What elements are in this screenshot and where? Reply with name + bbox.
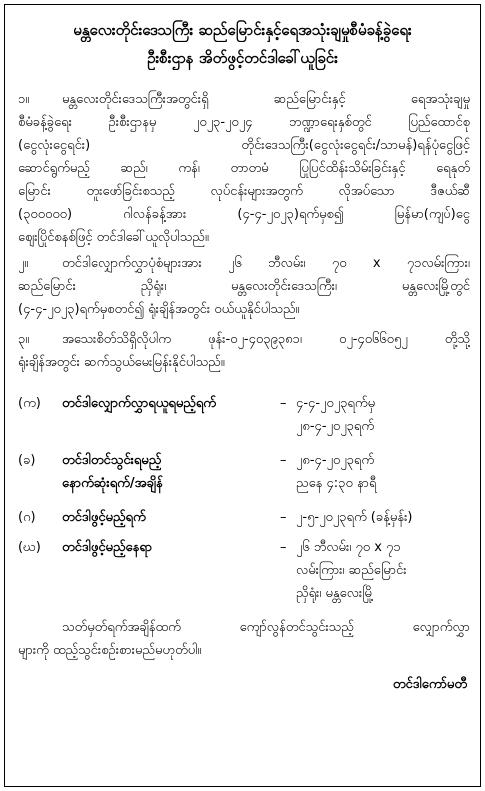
paragraph-line: တင်ဒါလျှောက်လွှာပုံစံများအား ၂၆ ဘီလမ်း၊ ၇၀ x ၇၁လမ်းကြား၊ <box>62 256 470 271</box>
paragraph-line: ဆောင်ရွက်မည့် ဆည်၊ ကန်၊ တာတမံ ပြုပြင်ထိန်းသိမ်းခြင်းနှင့် ရေနုတ် <box>18 161 470 176</box>
paragraph-line: မန္တလေးတိုင်းဒေသကြီးအတွင်းရှိ ဆည်မြောင်းနှင့် ရေအသုံးချမှု <box>62 92 470 107</box>
item-value: ညှိရုံး၊ မန္တလေးမြို့ <box>296 586 374 601</box>
paragraph-line: (၃၀၀၀၀၀) ဂါလန်ခန့်အား (၄-၄-၂၀၂၃)ရက်မှစ၍ မြန်မာ(ကျပ်)ငွေ <box>18 207 470 222</box>
paragraph-line: ဈေးပြိုင်စနစ်ဖြင့် တင်ဒါခေါ်ယူလိုပါသည်။ <box>18 230 209 245</box>
item-dash: – <box>280 510 287 525</box>
item-marker: (ဂ) <box>18 510 36 525</box>
paragraph-line: ရုံးချိန်အတွင်း ဆက်သွယ်မေးမြန်းနိုင်ပါသည်။ <box>18 355 225 370</box>
item-label: တင်ဒါတင်သွင်းရမည့် <box>62 453 162 468</box>
paragraph-line: (ငွေလုံးငွေရင်း) တိုင်းဒေသကြီး(ငွေလုံးငွေရင်း/သာမန်)ရန်ပုံငွေဖြင့် <box>18 138 470 153</box>
item-value: ၂-၅-၂၀၂၃ရက် (ခန့်မှန်း) <box>296 510 413 525</box>
item-label: နောက်ဆုံးရက်/အချိန် <box>62 476 163 491</box>
closing-line: များကို ထည့်သွင်းစဉ်းစားမည်မဟုတ်ပါ။ <box>18 643 202 658</box>
item-dash: – <box>280 396 287 411</box>
paragraph-line: (၄-၄-၂၀၂၃)ရက်မှစတင်၍ ရုံးချိန်အတွင်း ဝယ်ယူနိုင်ပါသည်။ <box>18 302 300 317</box>
paragraph-line: မြောင်း တူးဖော်ခြင်းစသည့် လုပ်ငန်းများအတွက် လိုအပ်သော ဒီဇယ်ဆီ <box>18 184 470 199</box>
item-value: ၂၈-၄-၂၀၂၃ရက် <box>296 453 375 468</box>
item-dash: – <box>280 453 287 468</box>
item-dash: – <box>280 540 287 555</box>
paragraph-line: ဆည်မြောင်း ညှိရုံး၊ မန္တလေးတိုင်းဒေသကြီး၊ မန္တလေးမြို့တွင် <box>18 279 470 294</box>
item-value: ၄-၄-၂၀၂၃ရက်မှ <box>296 396 376 411</box>
item-marker: (ခ) <box>18 453 36 468</box>
notice-title-line-1: မန္တလေးတိုင်းဒေသကြီး ဆည်မြောင်းနှင့်ရေအသုံးချမှုစီမံခန့်ခွဲရေး <box>73 21 412 39</box>
item-value: လမ်းကြား၊ ဆည်မြောင်း <box>296 563 407 578</box>
item-value: ၂၈-၄-၂၀၂၃ရက် <box>296 419 375 434</box>
closing-line: သတ်မှတ်ရက်အချိန်ထက် ကျော်လွန်တင်သွင်းသည့် လျှောက်လွှာ <box>62 620 470 635</box>
paragraph-number: ၃။ <box>18 332 30 347</box>
paragraph-line: အသေးစိတ်သိရှိလိုပါက ဖုန်း-၀၂-၄၀၃၉၃၈၁၊ ၀၂-၄၀၆၆၀၅၂ တို့သို့ <box>62 332 470 347</box>
notice-title-line-2: ဦးစီးဌာန အိတ်ဖွင့်တင်ဒါခေါ်ယူခြင်း <box>147 49 338 67</box>
signature-tender-committee: တင်ဒါကော်မတီ <box>392 677 467 692</box>
item-label: တင်ဒါဖွင့်မည့်ရက် <box>62 510 146 525</box>
paragraph-line: စီမံခန့်ခွဲရေး ဦးစီးဌာနမှ ၂၀၂၃-၂၀၂၄ ဘဏ္ဍာရေးနှစ်တွင် ပြည်ထောင်စု <box>18 115 470 130</box>
item-value: ညနေ ၄:၃၀ နာရီ <box>296 476 377 491</box>
item-label: တင်ဒါလျှောက်လွှာရယူရမည့်ရက် <box>62 396 217 411</box>
item-marker: (ဃ) <box>18 540 41 555</box>
item-marker: (က) <box>18 396 41 411</box>
paragraph-number: ၂။ <box>18 256 29 271</box>
item-value: ၂၆ ဘီလမ်း၊ ၇၀ x ၇၁ <box>296 540 401 555</box>
item-label: တင်ဒါဖွင့်မည့်နေရာ <box>62 540 153 555</box>
paragraph-number: ၁။ <box>18 92 30 107</box>
